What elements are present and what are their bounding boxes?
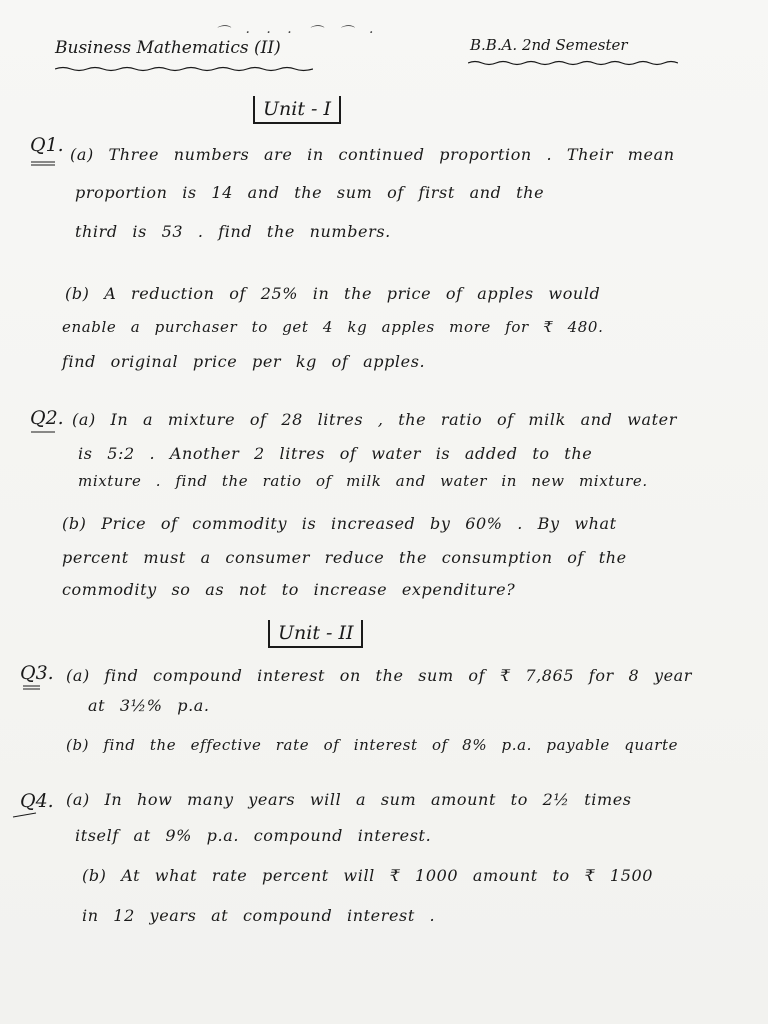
q3a-line-2: at 3½% p.a. <box>88 696 210 715</box>
q4b-line-2: in 12 years at compound interest . <box>82 906 436 925</box>
q1b-line-3: find original price per kg of apples. <box>62 352 426 371</box>
q3b-line-1: (b) find the effective rate of interest of 8% p.a. payable quarte <box>66 736 679 754</box>
q4a-line-2: itself at 9% p.a. compound interest. <box>75 826 432 845</box>
q1b-line-1: (b) A reduction of 25% in the price of apples would <box>65 284 601 303</box>
q2b-line-1: (b) Price of commodity is increased by 60% . By what <box>62 514 617 533</box>
q4b-line-1: (b) At what rate percent will ₹ 1000 amount to ₹ 1500 <box>82 866 654 885</box>
unit-1-heading: Unit - I <box>253 96 341 124</box>
q2-number-underline <box>30 430 56 436</box>
course-label-underline <box>468 60 678 66</box>
q2-number: Q2. <box>30 407 64 429</box>
q1a-line-3: third is 53 . find the numbers. <box>75 222 391 241</box>
q4a-line-1: (a) In how many years will a sum amount to 2½ times <box>66 790 632 809</box>
q1a-line-1: (a) Three numbers are in continued proportion . Their mean <box>70 145 675 164</box>
q3-number: Q3. <box>20 662 54 684</box>
q4-number-underline <box>12 812 38 818</box>
course-label: B.B.A. 2nd Semester <box>470 36 628 54</box>
top-scribble: ⌒ · · · ⌒ ⌒ · <box>215 25 380 41</box>
q2a-line-3: mixture . find the ratio of milk and water in new mixture. <box>78 472 648 490</box>
q1-number-underline <box>30 160 56 166</box>
subject-title: Business Mathematics (II) <box>55 38 281 58</box>
q2b-line-2: percent must a consumer reduce the consumption of the <box>62 548 627 567</box>
q2a-line-1: (a) In a mixture of 28 litres , the ratio of milk and water <box>72 410 677 429</box>
q3a-line-1: (a) find compound interest on the sum of ₹ 7,865 for 8 year <box>66 666 693 685</box>
q1a-line-2: proportion is 14 and the sum of first and the <box>75 183 545 202</box>
q2b-line-3: commodity so as not to increase expenditure? <box>62 580 516 599</box>
subject-title-underline <box>55 66 313 72</box>
q1-number: Q1. <box>30 134 64 156</box>
q2a-line-2: is 5:2 . Another 2 litres of water is added to the <box>78 444 593 463</box>
q4-number: Q4. <box>20 790 54 812</box>
q1b-line-2: enable a purchaser to get 4 kg apples more for ₹ 480. <box>62 318 604 336</box>
unit-2-heading: Unit - II <box>268 620 363 648</box>
q3-number-underline <box>22 684 48 690</box>
